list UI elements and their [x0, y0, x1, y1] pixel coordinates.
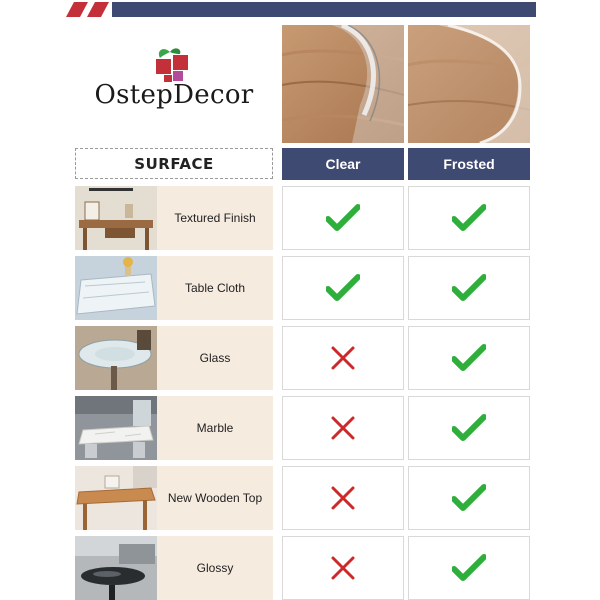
check-icon	[452, 344, 486, 372]
column-header-frosted: Frosted	[408, 148, 530, 180]
cross-icon	[330, 485, 356, 511]
cross-icon	[330, 345, 356, 371]
row-photo-textured-finish	[75, 186, 157, 250]
row-label-glass: Glass	[157, 326, 273, 390]
row-photo-new-wooden-top	[75, 466, 157, 530]
row-photo-glossy	[75, 536, 157, 600]
check-icon	[452, 414, 486, 442]
check-icon	[326, 274, 360, 302]
row-label-glossy: Glossy	[157, 536, 273, 600]
check-icon	[452, 204, 486, 232]
cell-frosted-new-wooden-top	[408, 466, 530, 530]
cell-clear-marble	[282, 396, 404, 460]
banner-stripe-left	[66, 2, 88, 17]
row-photo-glass	[75, 326, 157, 390]
check-icon	[452, 484, 486, 512]
cross-icon	[330, 415, 356, 441]
banner-bar	[112, 2, 536, 17]
cell-frosted-glossy	[408, 536, 530, 600]
column-header-clear: Clear	[282, 148, 404, 180]
check-icon	[452, 554, 486, 582]
cell-clear-textured-finish	[282, 186, 404, 250]
cell-frosted-glass	[408, 326, 530, 390]
row-label-table-cloth: Table Cloth	[157, 256, 273, 320]
cell-frosted-marble	[408, 396, 530, 460]
cross-icon	[330, 555, 356, 581]
cell-clear-new-wooden-top	[282, 466, 404, 530]
banner-stripe-right	[87, 2, 109, 17]
cell-clear-glossy	[282, 536, 404, 600]
logo-icon	[152, 44, 192, 84]
cell-frosted-textured-finish	[408, 186, 530, 250]
row-photo-marble	[75, 396, 157, 460]
row-label-marble: Marble	[157, 396, 273, 460]
frosted-product-photo	[408, 25, 530, 143]
cell-frosted-table-cloth	[408, 256, 530, 320]
surface-header: SURFACE	[75, 148, 273, 179]
clear-product-photo	[282, 25, 404, 143]
row-label-new-wooden-top: New Wooden Top	[157, 466, 273, 530]
row-label-textured-finish: Textured Finish	[157, 186, 273, 250]
check-icon	[452, 274, 486, 302]
row-photo-table-cloth	[75, 256, 157, 320]
check-icon	[326, 204, 360, 232]
cell-clear-glass	[282, 326, 404, 390]
cell-clear-table-cloth	[282, 256, 404, 320]
brand-name: OstepDecor	[94, 80, 254, 110]
